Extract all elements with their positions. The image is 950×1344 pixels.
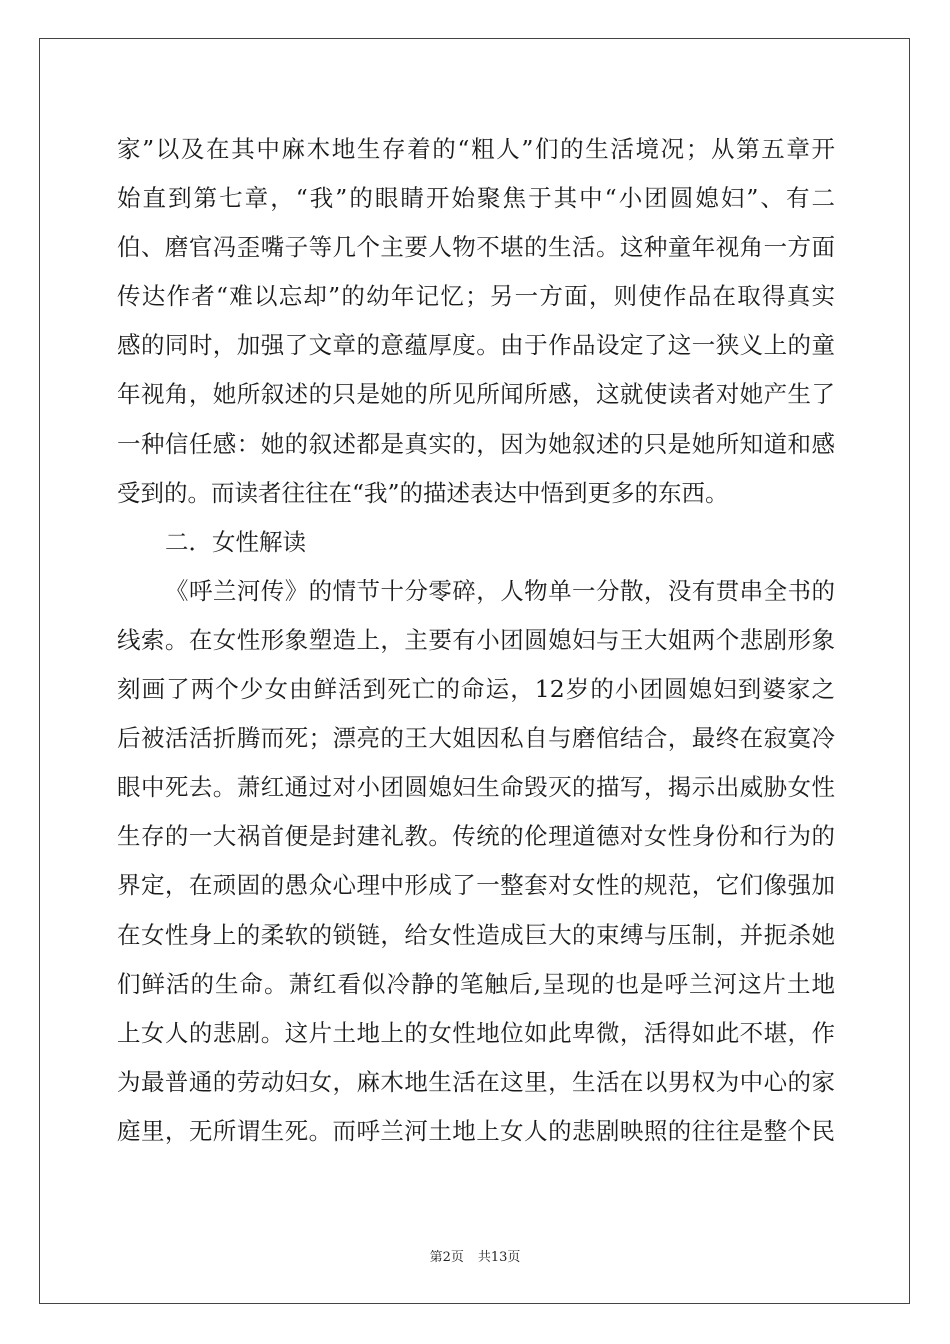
text-line: 为最普通的劳动妇女，麻木地生活在这里，生活在以男权为中心的家 [117,1067,835,1096]
section-heading: 二．女性解读 [165,527,306,556]
text-line: 眼中死去。萧红通过对小团圆媳妇生命毁灭的描写，揭示出威胁女性 [117,773,835,802]
document-body [117,125,835,1156]
text-line: 传达作者“难以忘却”的幼年记忆；另一方面，则使作品在取得真实 [117,282,835,311]
text-line: 刻画了两个少女由鲜活到死亡的命运，12岁的小团圆媳妇到婆家之 [117,675,835,704]
page-footer [0,1246,950,1265]
text-line: 们鲜活的生命。萧红看似冷静的笔触后,呈现的也是呼兰河这片土地 [117,969,835,998]
text-line: 后被活活折腾而死；漂亮的王大姐因私自与磨倌结合，最终在寂寞冷 [117,724,835,753]
page-total: 共13页 [477,1250,521,1265]
text-line: 家”以及在其中麻木地生存着的“粗人”们的生活境况；从第五章开 [117,135,835,163]
text-line: 受到的。而读者往往在“我”的描述表达中悟到更多的东西。 [117,478,729,507]
text-line: 界定，在顽固的愚众心理中形成了一整套对女性的规范，它们像强加 [117,871,835,900]
text-line: 始直到第七章，“我”的眼睛开始聚焦于其中“小团圆媳妇”、有二 [117,184,835,213]
text-line: 年视角，她所叙述的只是她的所见所闻所感，这就使读者对她产生了 [117,380,835,409]
text-line: 感的同时，加强了文章的意蕴厚度。由于作品设定了这一狭义上的童 [117,331,835,360]
text-line: 《呼兰河传》的情节十分零碎，人物单一分散，没有贯串全书的 [165,576,835,605]
text-line: 伯、磨官冯歪嘴子等几个主要人物不堪的生活。这种童年视角一方面 [117,233,835,262]
text-line: 庭里，无所谓生死。而呼兰河土地上女人的悲剧映照的往往是整个民 [117,1116,835,1145]
page-number: 第2页 [429,1250,464,1265]
text-line: 生存的一大祸首便是封建礼教。传统的伦理道德对女性身份和行为的 [117,822,835,851]
text-line: 一种信任感：她的叙述都是真实的，因为她叙述的只是她所知道和感 [117,429,835,458]
text-line: 上女人的悲剧。这片土地上的女性地位如此卑微，活得如此不堪，作 [117,1018,835,1047]
text-line: 在女性身上的柔软的锁链，给女性造成巨大的束缚与压制，并扼杀她 [117,920,835,949]
text-line: 线索。在女性形象塑造上，主要有小团圆媳妇与王大姐两个悲剧形象 [117,625,835,654]
